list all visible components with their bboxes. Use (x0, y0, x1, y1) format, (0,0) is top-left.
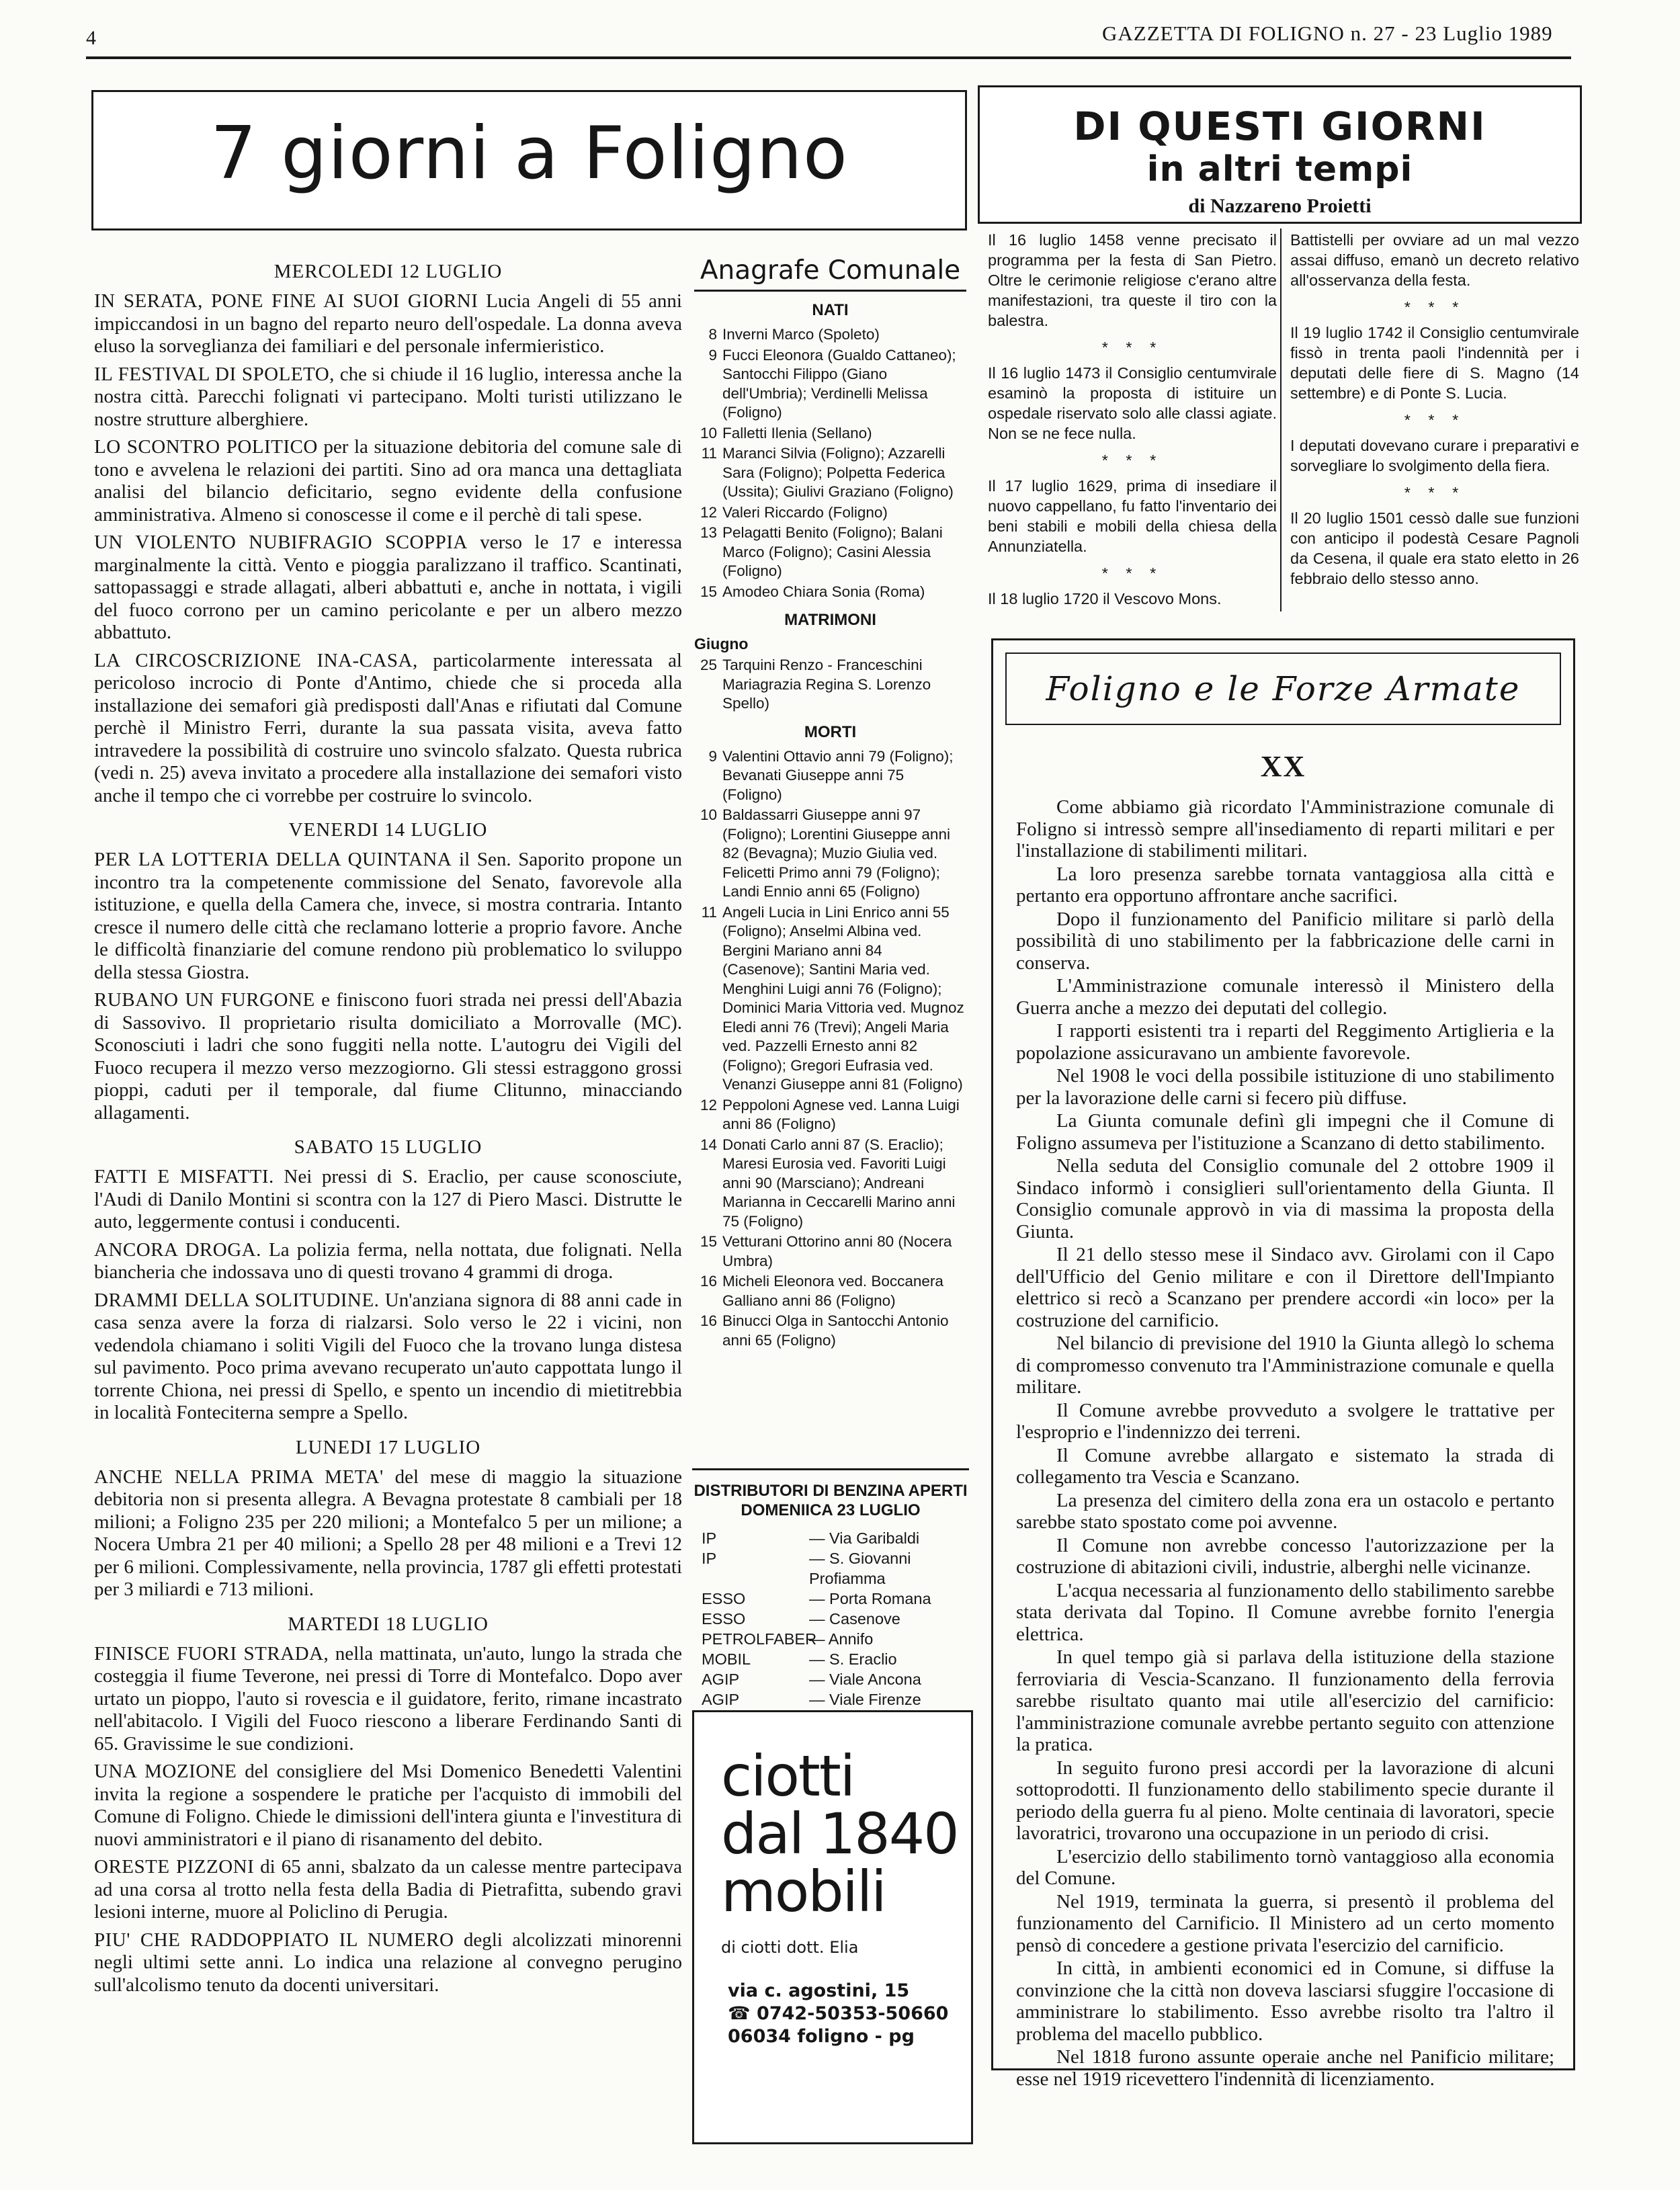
entry-text: Inverni Marco (Spoleto) (722, 326, 880, 343)
entry-text: Falletti Ilenia (Sellano) (722, 424, 872, 441)
news-lead: ORESTE PIZZONI (94, 1856, 255, 1878)
ad-since: dal 1840 (721, 1801, 958, 1867)
news-text: che si chiude il 16 luglio, interessa anche la nostra città. Parecchi folignati vi partecipano. Molti turisti utilizzano le nostre strutture alberghiere. (94, 363, 682, 430)
altri-tempi-paragraph: Il 20 luglio 1501 cessò dalle sue funzioni con anticipo il podestà Cesare Pagnoli da Cesena, il quale era stato eletto in 26 febbraio dello stesso anno. (1290, 509, 1579, 587)
distributore-place: — S. Giovanni Profiamma (809, 1550, 911, 1587)
forze-armate-article (991, 638, 1575, 2090)
ad-product: mobili (721, 1859, 886, 1925)
altri-tempi-author: di Nazzareno Proietti (1188, 195, 1372, 217)
news-item (94, 1290, 682, 1425)
morti-heading: MORTI (804, 722, 857, 741)
entry-day: 8 (708, 326, 717, 343)
altri-tempi-paragraph: I deputati dovevano curare i preparativi e sorvegliare lo svolgimento della fiera. (1290, 437, 1579, 474)
entry-day: 13 (700, 524, 717, 541)
distributore-brand: ESSO (702, 1590, 746, 1607)
distributore-row (692, 1649, 969, 1669)
news-text: verso le 17 e interessa marginalmente la città. Vento e pioggia paralizzano il traffico. Scantinati, sattopassaggi e strade allagati, alberi abbattuti e, anche in nottata, i vigili del fuoco corrono per un camino pericolante e per un albero mezzo abbattuto. (94, 532, 682, 643)
distributore-place: — Via Garibaldi (809, 1529, 920, 1547)
news-item (94, 989, 682, 1124)
news-text: di 65 anni, sbalzato da un calesse mentre partecipava ad una corsa al trotto nella festa della Badia di Pietrafitta, subendo gravi lesioni interne, muore al Policlino di Perugia. (94, 1856, 682, 1923)
nati-list (694, 325, 966, 601)
day-heading: SABATO 15 LUGLIO (294, 1136, 482, 1158)
anagrafe-entry (694, 1312, 966, 1350)
forze-paragraph: Il 21 dello stesso mese il Sindaco avv. Girolami con il Capo dell'Ufficio del Genio militare e con il Direttore dell'Impianto elettrico si recò a Scanzano per prendere accordi «in loco» per la costruzione del carnificio. (1016, 1244, 1554, 1331)
news-item (94, 849, 682, 984)
entry-text: Valeri Riccardo (Foligno) (722, 503, 888, 521)
ad-owner: di ciotti dott. Elia (721, 1938, 859, 1957)
entry-day: 12 (700, 503, 717, 521)
news-text: Un'anziana signora di 88 anni cade in casa senza avere la forza di rialzarsi. Solo verso le 22 i vicini, non vedendola chiamano i soliti Vigili del Fuoco che la trovano lunga distesa sul pavimento. Poco prima avevano recuperato un'auto cappottata lungo il torrente Chiona, nei pressi di Spello, e spento un incendio di mietitrebbia in località Fonteciterna sempre a Spello. (94, 1289, 682, 1423)
anagrafe-entry (694, 903, 966, 1095)
altri-tempi-paragraph: Il 16 luglio 1473 il Consiglio centumvirale esaminò la proposta di istituire un ospedale riservato solo alle classi agiate. Non se ne fece nulla. (988, 364, 1277, 442)
ad-phone: ☎ 0742-50353-50660 (728, 2003, 949, 2024)
news-lead: UN VIOLENTO NUBIFRAGIO SCOPPIA (94, 532, 468, 553)
ad-city: 06034 foligno - pg (728, 2026, 915, 2047)
forze-paragraph: In quel tempo già si parlava della istituzione della stazione ferroviaria di Vescia-Scanzano. Il funzionamento della ferrovia sarebbe risultato quanto mai utile all'esercizio del carnificio: l'amministrazione comunale avrebbe pertanto seguito con attenzione la pratica. (1016, 1646, 1554, 1755)
forze-title: Foligno e le Forze Armate (1005, 652, 1561, 725)
matrimoni-month: Giugno (694, 635, 749, 652)
separator-stars: * * * (1101, 564, 1163, 582)
distributori-list (692, 1528, 969, 1710)
left-title: 7 giorni a Foligno (210, 112, 848, 196)
forze-paragraph: La presenza del cimitero della zona era un ostacolo e pertanto sarebbe stato spostato come poi avvenne. (1016, 1489, 1554, 1533)
forze-paragraph: Nel 1908 le voci della possibile istituzione di uno stabilimento per la lavorazione delle carni si fecero più diffuse. (1016, 1065, 1554, 1109)
anagrafe-entry (694, 444, 966, 502)
entry-text: Angeli Lucia in Lini Enrico anni 55 (Foligno); Anselmi Albina ved. Bergini Mariano anni 84 (Casenove); Santini Maria ved. Menghini Luigi anni 76 (Foligno); Dominici Maria Vittoria ved. Mugnoz Eledi anni 76 (Trevi); Angeli Maria ved. Pazzelli Ernesto anni 82 (Foligno); Gregori Eufrasia ved. Venanzi Giuseppe anni 81 (Foligno) (722, 903, 964, 1093)
forze-paragraph: In seguito furono presi accordi per la lavorazione di alcuni sottoprodotti. Il funzionamento dello stabilimento specie durante il periodo della guerra fu al pieno. Molte centinaia di lavoratori, specie lavoratrici, trovarono una occupazione in un periodo di crisi. (1016, 1757, 1554, 1844)
entry-day: 9 (708, 747, 717, 765)
anagrafe-entry (694, 747, 966, 805)
entry-day: 14 (700, 1136, 717, 1153)
ad-address: via c. agostini, 15 (728, 1980, 910, 2001)
distributore-row (692, 1629, 969, 1649)
entry-day: 11 (701, 445, 717, 462)
anagrafe-column (694, 255, 966, 1351)
news-lead: LO SCONTRO POLITICO (94, 436, 318, 458)
entry-text: Peppoloni Agnese ved. Lanna Luigi anni 86 (Foligno) (722, 1096, 960, 1132)
distributore-row (692, 1669, 969, 1689)
news-text: del consigliere del Msi Domenico Benedetti Valentini invita la regione a sospendere le pratiche per l'acquisto di immobili del Comune di Foligno. Chiede le dimissioni dell'intera giunta e l'investitura di nuovi amministratori e il piano di risanamento del debito. (94, 1761, 682, 1850)
news-lead: PIU' CHE RADDOPPIATO IL NUMERO (94, 1929, 454, 1951)
distributore-brand: AGIP (702, 1671, 740, 1688)
forze-paragraph: Nel 1818 furono assunte operaie anche nel Panificio militare; esse nel 1919 ricevettero l'indennità di licenziamento. (1016, 2046, 1554, 2090)
nati-heading: NATI (812, 301, 849, 319)
anagrafe-entry (694, 1232, 966, 1271)
ad-brand: ciotti (721, 1743, 855, 1809)
entry-text: Maranci Silvia (Foligno); Azzarelli Sara (Foligno); Polpetta Federica (Ussita); Giulivi Graziano (Foligno) (722, 445, 954, 500)
distributori-box (692, 1468, 969, 1708)
forze-paragraph: Nel bilancio di previsione del 1910 la Giunta allegò lo schema di compromesso convenuto tra l'Amministrazione comunale e quella militare. (1016, 1333, 1554, 1398)
forze-paragraph: Dopo il funzionamento del Panificio militare si parlò della possibilità di uno stabilimento per la fabbricazione delle carni in conserva. (1016, 908, 1554, 974)
forze-paragraph: L'acqua necessaria al funzionamento dello stabilimento sarebbe stata derivata dal Topino. Il Comune avrebbe fornito l'energia elettrica. (1016, 1579, 1554, 1645)
separator-stars: * * * (1404, 484, 1466, 501)
entry-text: Binucci Olga in Santocchi Antonio anni 65 (Foligno) (722, 1312, 949, 1349)
separator-stars: * * * (1101, 339, 1163, 356)
distributore-place: — Casenove (809, 1610, 900, 1628)
forze-paragraph: Nella seduta del Consiglio comunale del 2 ottobre 1909 il Sindaco informò i consiglieri sull'orientamento della Giunta. Il Consiglio comunale approvò in via di massima la proposta della Giunta. (1016, 1155, 1554, 1243)
news-lead: FINISCE FUORI STRADA, (94, 1642, 329, 1665)
news-column (94, 249, 682, 2002)
entry-text: Fucci Eleonora (Gualdo Cattaneo); Santocchi Filippo (Giano dell'Umbria); Verdinelli Melissa (Foligno) (722, 346, 956, 421)
news-lead: ANCHE NELLA PRIMA META' (94, 1466, 384, 1488)
anagrafe-entry (694, 346, 966, 423)
forze-part-number: XX (1260, 750, 1306, 783)
news-text: La polizia ferma, nella nottata, due folignati. Nella biancheria che indossava uno di questi trovano 4 grammi di droga. (94, 1238, 682, 1283)
altri-tempi-column-1 (988, 230, 1277, 616)
entry-text: Pelagatti Benito (Foligno); Balani Marco (Foligno); Casini Alessia (Foligno) (722, 524, 943, 579)
news-lead: IL FESTIVAL DI SPOLETO, (94, 363, 335, 385)
forze-paragraph: Il Comune avrebbe allargato e sistemato la strada di collegamento tra Vescia e Scanzano. (1016, 1444, 1554, 1488)
news-text: Nei pressi di S. Eraclio, per cause sconosciute, l'Audi di Danilo Montini si scontra con la 127 di Piero Masci. Distrutte le auto, leggermente contusi i conducenti. (94, 1166, 682, 1232)
news-item (94, 364, 682, 431)
forze-paragraph: Nel 1919, terminata la guerra, si presentò il problema del funzionamento del Carnificio. Il Ministero ad un certo momento pensò di concedere a gestione privata l'esercizio del carnificio. (1016, 1890, 1554, 1956)
forze-paragraph: Come abbiamo già ricordato l'Amministrazione comunale di Foligno si intressò sempre all'insediamento di reparti militari e per l'installazione di stabilimenti militari. (1016, 796, 1554, 861)
forze-paragraph: Il Comune avrebbe provveduto a svolgere le trattative per l'esproprio e l'indennizzo dei terreni. (1016, 1399, 1554, 1443)
entry-text: Micheli Eleonora ved. Boccanera Galliano anni 86 (Foligno) (722, 1273, 943, 1309)
news-item (94, 1166, 682, 1234)
forze-paragraph: L'esercizio dello stabilimento tornò vantaggioso alla economia del Comune. (1016, 1845, 1554, 1889)
anagrafe-entry (694, 583, 966, 602)
entry-day: 10 (700, 806, 717, 823)
news-item (94, 1466, 682, 1601)
news-item (94, 1929, 682, 1997)
forze-paragraph: La loro presenza sarebbe tornata vantaggiosa alla città e pertanto era opportuno affrontare anche sacrifici. (1016, 863, 1554, 907)
entry-text: Valentini Ottavio anni 79 (Foligno); Bevanati Giuseppe anni 75 (Foligno) (722, 747, 954, 803)
altri-tempi-paragraph: Il 17 luglio 1629, prima di insediare il nuovo cappellano, fu fatto l'inventario dei beni stabili e mobili della chiesa della Annunziatella. (988, 477, 1277, 555)
news-lead: PER LA LOTTERIA DELLA QUINTANA (94, 849, 452, 870)
entry-text: Donati Carlo anni 87 (S. Eraclio); Maresi Eurosia ved. Favoriti Luigi anni 90 (Marsciano); Andreani Marianna in Ceccarelli Marino anni 75 (Foligno) (722, 1136, 956, 1230)
entry-day: 11 (701, 903, 717, 921)
news-lead: DRAMMI DELLA SOLITUDINE. (94, 1289, 380, 1311)
column-divider (1280, 228, 1282, 612)
news-lead: UNA MOZIONE (94, 1761, 237, 1782)
altri-tempi-subtitle: in altri tempi (1146, 149, 1413, 189)
day-heading: VENERDI 14 LUGLIO (288, 819, 488, 841)
entry-day: 16 (700, 1273, 717, 1290)
news-item (94, 290, 682, 358)
separator-stars: * * * (1404, 298, 1466, 316)
news-text: particolarmente interessata al pericoloso incrocio di Ponte d'Antimo, chiede che si proceda alla installazione dei semafori già predisposti dall'Anas e rifiutati dal Comune perchè il Ministro Ferri, durante la sua passata visita, aveva fatto intravedere la possibilità di costruire uno svincolo sfalzato. Questa rubrica (vedi n. 25) aveva invitato a procedere alla installazione dei semafori visto anche il tempo che ci vorrebbe per costruire lo svincolo. (94, 649, 682, 806)
news-item (94, 532, 682, 644)
distributore-row (692, 1548, 969, 1589)
distributori-title: DISTRIBUTORI DI BENZINA APERTI DOMENIICA 23 LUGLIO (694, 1482, 968, 1519)
separator-stars: * * * (1404, 411, 1466, 429)
news-lead: LA CIRCOSCRIZIONE INA-CASA, (94, 649, 418, 671)
altri-tempi-paragraph: Il 19 luglio 1742 il Consiglio centumvirale fissò in trenta paoli l'indennità per i deputati delle fiere di S. Magno (14 settembre) e di Ponte S. Lucia. (1290, 324, 1579, 402)
day-heading: LUNEDI 17 LUGLIO (295, 1436, 481, 1458)
news-item (94, 650, 682, 808)
distributore-brand: PETROLFABER (702, 1630, 817, 1648)
distributore-brand: MOBIL (702, 1650, 751, 1668)
newspaper-header: GAZZETTA DI FOLIGNO n. 27 - 23 Luglio 1989 (1102, 22, 1553, 45)
altri-tempi-title-box (978, 85, 1582, 224)
distributore-place: — S. Eraclio (809, 1650, 897, 1668)
entry-text: Tarquini Renzo - Franceschini Mariagrazia Regina S. Lorenzo Spello) (722, 657, 931, 712)
forze-paragraph: I rapporti esistenti tra i reparti del Reggimento Artiglieria e la popolazione assicuravano un ambiente favorevole. (1016, 1020, 1554, 1064)
anagrafe-entry (694, 325, 966, 345)
news-item (94, 1761, 682, 1851)
news-item (94, 1643, 682, 1756)
news-item (94, 1239, 682, 1284)
anagrafe-entry (694, 1136, 966, 1232)
news-text: Lucia Angeli di 55 anni impiccandosi in un bagno del reparto neuro dell'ospedale. La donna aveva eluso la sorveglianza dei familiari e del personale infermieristico. (94, 290, 682, 357)
forze-body (1016, 796, 1554, 2091)
forze-paragraph: Il Comune non avrebbe concesso l'autorizzazione per la costruzione di abitazioni civili, industrie, alberghi nelle vicinanze. (1016, 1534, 1554, 1578)
entry-day: 10 (700, 424, 717, 441)
distributore-place: — Porta Romana (809, 1590, 931, 1607)
distributore-row (692, 1528, 969, 1548)
header-rule (86, 56, 1571, 59)
altri-tempi-title: DI QUESTI GIORNI (1073, 103, 1486, 149)
anagrafe-entry (694, 523, 966, 581)
news-text: per la situazione debitoria del comune sale di tono e avvelena le relazioni dei partiti. Sino ad ora manca una dettagliata analisi del bilancio deficitario, segno evidente della confusione amministrativa. Almeno si conoscesse il come e il perchè di tali spese. (94, 436, 682, 525)
matrimoni-list (694, 656, 966, 714)
distributore-brand: AGIP (702, 1691, 740, 1708)
entry-day: 25 (700, 657, 717, 673)
entry-day: 15 (700, 583, 717, 600)
distributore-brand: ESSO (702, 1610, 746, 1628)
anagrafe-entry (694, 1272, 966, 1310)
news-lead: FATTI E MISFATTI. (94, 1166, 274, 1187)
morti-list (694, 747, 966, 1351)
distributore-row (692, 1589, 969, 1609)
entry-day: 16 (700, 1312, 717, 1329)
anagrafe-entry (694, 1096, 966, 1134)
news-item (94, 1856, 682, 1924)
distributore-row (692, 1689, 969, 1710)
anagrafe-entry (694, 806, 966, 902)
forze-paragraph: La Giunta comunale definì gli impegni che il Comune di Foligno assumeva per l'istituzione a Scanzano di detto stabilimento. (1016, 1110, 1554, 1154)
ciotti-advertisement (692, 1710, 973, 2144)
altri-tempi-paragraph: Il 16 luglio 1458 venne precisato il programma per la festa di San Pietro. Oltre le cerimonie religiose c'erano altre manifestazioni, tra queste il tiro con la balestra. (988, 231, 1277, 329)
news-lead: RUBANO UN FURGONE (94, 989, 315, 1011)
distributore-row (692, 1609, 969, 1629)
entry-day: 9 (708, 346, 717, 364)
anagrafe-entry (694, 424, 966, 444)
altri-tempi-paragraph: Il 18 luglio 1720 il Vescovo Mons. (988, 590, 1222, 607)
anagrafe-title: Anagrafe Comunale (694, 255, 966, 292)
news-text: nella mattinata, un'auto, lungo la strada che costeggia il fiume Teverone, nei pressi di Torre di Montefalco. Dopo aver urtato un pioppo, l'auto si rovescia e il guidatore, ferito, rimane incastrato nell'abitacolo. I Vigili del Fuoco riescono a liberare Ferdinando Santi di 65. Gravissime le sue condizioni. (94, 1642, 682, 1755)
news-text: il Sen. Saporito propone un incontro tra la competenente commissione del Senato, favorevole alla istituzione, e quella della Camera che, invece, si mostra contraria. Intanto cresce il numero delle città che reclamano lotterie a proprio favore. Anche le difficoltà finanziarie del comune rendono più problematico lo sviluppo della stessa Giostra. (94, 849, 682, 983)
separator-stars: * * * (1101, 452, 1163, 469)
distributore-place: — Viale Firenze (809, 1691, 921, 1708)
entry-day: 15 (700, 1233, 717, 1250)
news-text: del mese di maggio la situazione debitoria non si presenta allegra. A Bevagna protestate 8 cambiali per 18 milioni; a Foligno 235 per 220 milioni; a Montefalco 5 per un milione; a Nocera Umbra 21 per 40 milioni; a Spello 28 per 48 milioni e a Trevi 12 per 6 milioni. Complessivamente, nella provincia, 1787 gli effetti protestati per 3 miliardi e 713 milioni. (94, 1466, 682, 1600)
news-item (94, 436, 682, 526)
altri-tempi-paragraph: Battistelli per ovviare ad un mal vezzo assai diffuso, emanò un decreto relativo all'osservanza della festa. (1290, 231, 1579, 289)
day-heading: MERCOLEDI 12 LUGLIO (274, 261, 503, 282)
forze-paragraph: L'Amministrazione comunale interessò il Ministero della Guerra anche a mezzo dei deputati del collegio. (1016, 975, 1554, 1019)
forze-paragraph: In città, in ambienti economici ed in Comune, si diffuse la convinzione che la città non doveva lasciarsi sfuggire l'occasione di amministrare lo stabilimento. Esso avrebbe risolto tra l'altro il problema del macello pubblico. (1016, 1957, 1554, 2045)
news-lead: ANCORA DROGA. (94, 1238, 261, 1261)
day-heading: MARTEDI 18 LUGLIO (288, 1613, 489, 1635)
entry-text: Amodeo Chiara Sonia (Roma) (722, 583, 925, 600)
left-title-box (91, 90, 967, 230)
anagrafe-entry (694, 503, 966, 523)
distributore-brand: IP (702, 1550, 717, 1567)
distributore-brand: IP (702, 1529, 717, 1547)
distributore-place: — Viale Ancona (809, 1671, 921, 1688)
anagrafe-entry (694, 656, 966, 714)
entry-text: Baldassarri Giuseppe anni 97 (Foligno); Lorentini Giuseppe anni 82 (Bevagna); Muzio Giulia ved. Felicetti Primo anni 79 (Foligno); Landi Ennio anni 65 (Foligno) (722, 806, 950, 900)
page-number: 4 (86, 27, 96, 49)
entry-day: 12 (700, 1096, 717, 1113)
news-text: degli alcolizzati minorenni negli ultimi sette anni. Lo indica una relazione al convegno perugino sull'alcolismo tenuto da docenti universitari. (94, 1929, 682, 1996)
entry-text: Vetturani Ottorino anni 80 (Nocera Umbra) (722, 1233, 952, 1269)
altri-tempi-column-2 (1290, 230, 1579, 595)
distributore-place: — Annifo (809, 1630, 874, 1648)
news-text: e finiscono fuori strada nei pressi dell'Abazia di Sassovivo. Il proprietario risulta domiciliato a Morrovalle (MC). Sconosciuti i ladri che sono fuggiti nella notte. L'autogru dei Vigili del Fuoco recupera il mezzo verso mezzogiorno. Gli stessi estraggono grossi pioppi, caduti per il temporale, dal fiume Clitunno, minacciando allagamenti. (94, 989, 683, 1124)
matrimoni-heading: MATRIMONI (784, 611, 876, 629)
news-lead: IN SERATA, PONE FINE AI SUOI GIORNI (94, 290, 478, 312)
